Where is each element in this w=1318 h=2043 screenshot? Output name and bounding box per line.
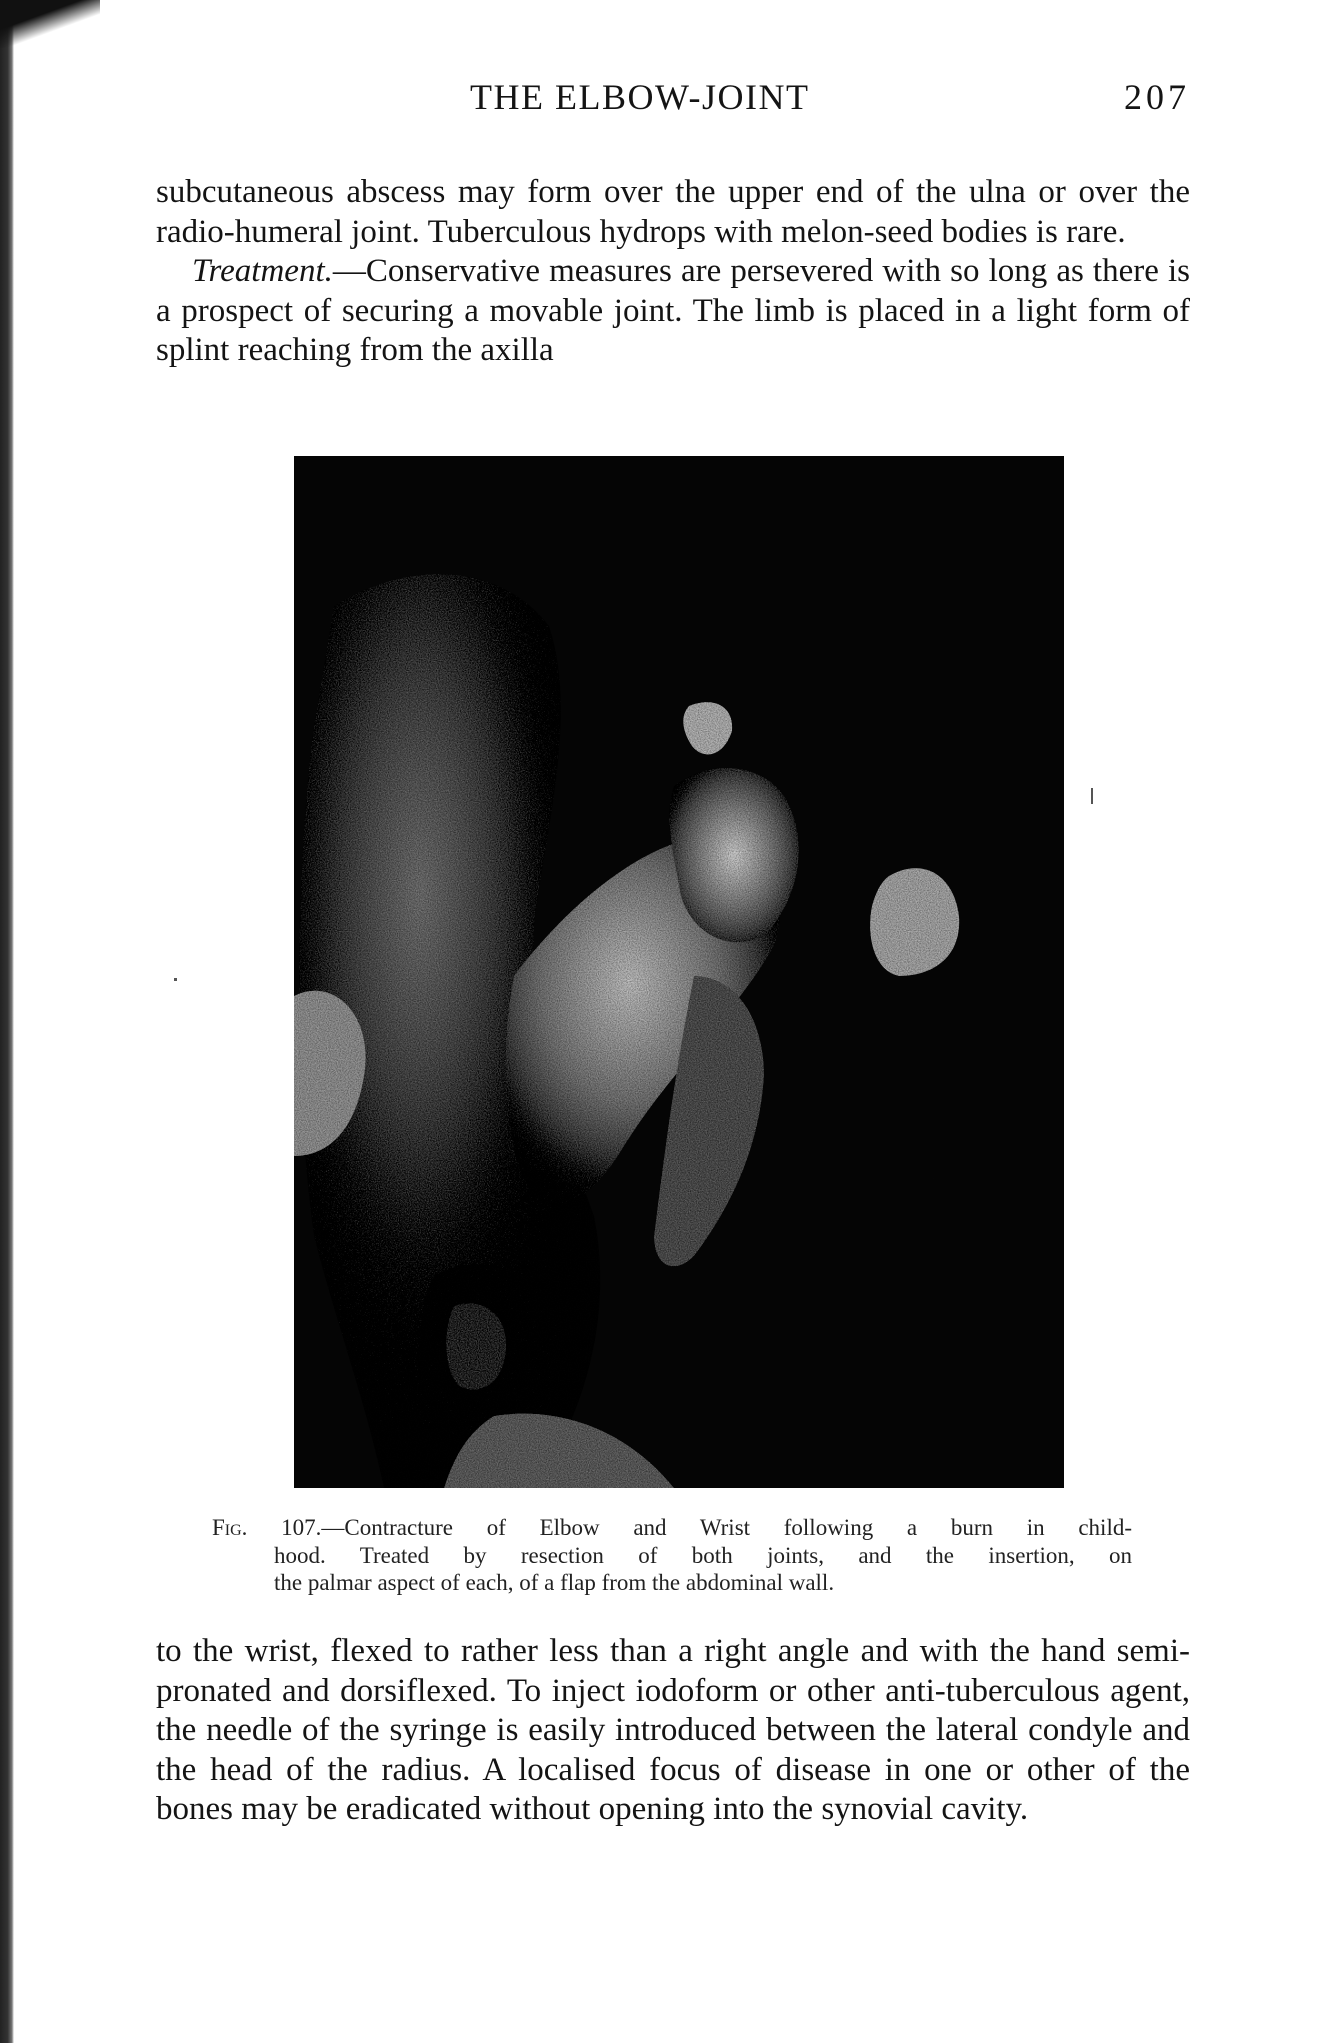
paragraph-text: subcutaneous abscess may form over the upper end of the ulna or over the radio-humeral joint. Tuberculous hydrops with melon-seed bodies is rare. <box>156 174 1190 250</box>
book-spine-corner <box>0 0 100 48</box>
figure-photograph <box>294 456 1064 1488</box>
caption-line: the palmar aspect of each, of a flap from the abdominal wall. <box>274 1570 835 1595</box>
paragraph <box>156 252 1190 371</box>
paragraph-text: to the wrist, flexed to rather less than a right angle and with the hand semi-pronated and dorsiflexed. To inject iodoform or other anti-tuberculous agent, the needle of the syringe is easily introduced between the lateral condyle and the head of the radius. A localised focus of disease in one or other of the bones may be eradicated without opening into the synovial cavity. <box>156 1633 1190 1827</box>
print-speck <box>1091 788 1093 804</box>
paragraph-text: —Conservative measures are persevered with so long as there is a prospect of securing a movable joint. The limb is placed in a light form of splint reaching from the axilla <box>156 253 1190 368</box>
italic-lead: Treatment. <box>192 253 333 289</box>
caption-text: —Contracture of Elbow and Wrist following a burn in child- <box>321 1515 1132 1540</box>
figure-label: Fig. 107. <box>212 1515 322 1540</box>
page-number: 207 <box>1124 77 1190 117</box>
book-spine-edge <box>0 0 14 2043</box>
print-speck <box>174 978 177 981</box>
running-title: THE ELBOW-JOINT <box>470 77 810 117</box>
paragraph <box>156 1632 1190 1830</box>
paragraph <box>156 173 1190 252</box>
caption-line <box>212 1514 1132 1542</box>
body-text-top <box>156 173 1190 371</box>
page-header <box>160 76 1190 126</box>
figure-caption <box>212 1514 1132 1597</box>
caption-line: hood. Treated by resection of both joints, and the insertion, on <box>274 1542 1132 1568</box>
body-text-bottom <box>156 1632 1190 1830</box>
photograph-elbow-contracture-icon <box>294 456 1064 1488</box>
